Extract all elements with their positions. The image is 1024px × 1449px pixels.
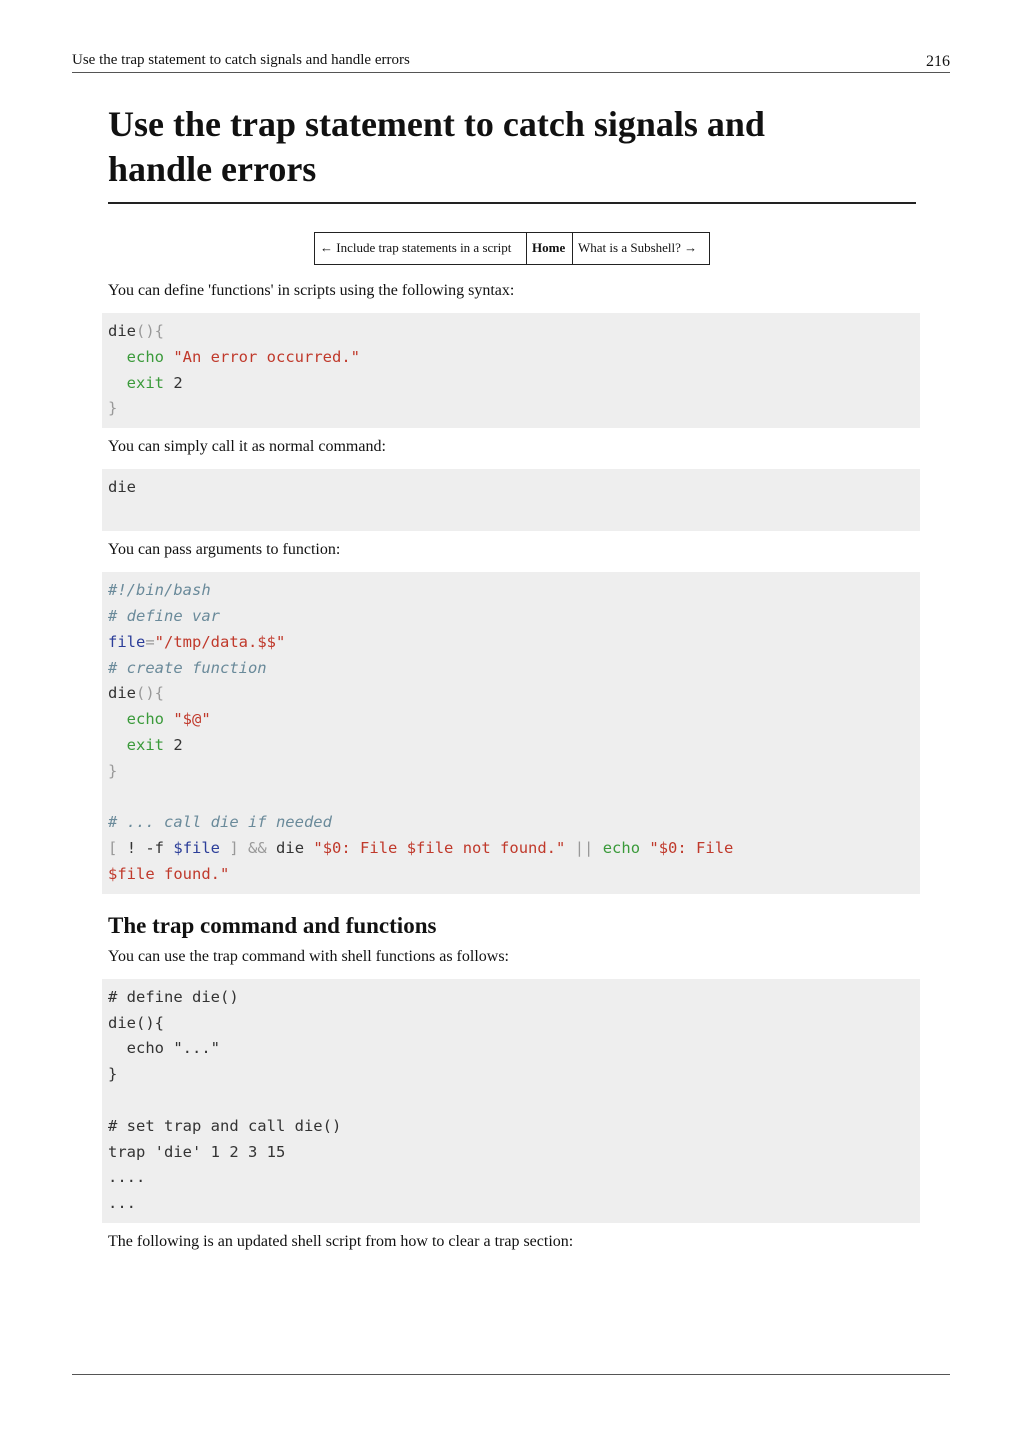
code-token: file [108,632,146,651]
paragraph-define-functions: You can define 'functions' in scripts using the following syntax: [108,282,515,299]
running-header-title: Use the trap statement to catch signals and handle errors [72,52,410,68]
page-title [108,102,916,204]
nav-home-link[interactable]: Home [527,233,573,265]
code-token: ! -f [126,839,165,858]
code-token: (){ [136,684,164,703]
code-token: } [108,399,118,418]
code-token: "$0: File $file not found." [313,839,566,858]
running-header [72,50,950,73]
code-block-die-function [102,313,920,428]
code-token: #!/bin/bash [108,581,211,600]
code-token: echo [126,347,164,366]
code-block-arguments [102,572,920,894]
page-content [108,102,920,1252]
paragraph-pass-arguments: You can pass arguments to function: [108,541,341,559]
paragraph-updated-script: The following is an updated shell script from how to clear a trap section: [108,1232,574,1250]
code-token: echo [602,839,641,858]
code-token: # define var [108,606,220,625]
code-token: die(){ [108,1013,164,1032]
code-token: die [276,839,305,858]
code-token: (){ [136,322,164,340]
code-token: "/tmp/data.$$" [154,632,286,651]
code-token: 2 [173,373,183,392]
code-token: # set trap and call die() [108,1116,342,1135]
code-token: echo "..." [108,1039,220,1058]
paragraph-call-command: You can simply call it as normal command: [108,438,386,456]
code-token: exit [126,373,164,392]
page-title-line-1: Use the trap statement to catch signals and [108,104,765,144]
code-token: [ [108,839,118,858]
code-token: $file found." [108,864,230,883]
code-block-trap-die [102,979,920,1223]
footer-rule [72,1374,950,1375]
code-token: } [108,1065,118,1084]
code-token: exit [126,735,164,754]
nav-prev-link[interactable]: ← Include trap statements in a script [315,233,527,265]
code-token: } [108,761,118,780]
code-block-call-die [102,469,920,531]
code-token: ... [108,1194,136,1213]
code-token: die [108,322,136,340]
page-title-line-2: handle errors [108,149,317,189]
code-token: # ... call die if needed [108,813,332,832]
page-number: 216 [926,53,950,70]
code-token: "$@" [173,710,211,729]
code-token: die [108,684,136,703]
code-token: trap 'die' 1 2 3 15 [108,1142,286,1161]
nav-next-link[interactable]: What is a Subshell? → [573,233,710,265]
code-token: 2 [173,735,183,754]
code-token: ] && [229,839,267,858]
code-token: die [108,478,136,497]
code-token: "An error occurred." [173,347,360,366]
code-token: || [574,839,594,858]
code-token: echo [126,710,164,729]
code-token: = [145,632,155,651]
paragraph-trap-with-functions: You can use the trap command with shell functions as follows: [108,947,509,965]
code-token: $file [173,839,221,858]
section-heading-trap-functions: The trap command and functions [108,912,437,938]
code-token: # define die() [108,987,239,1006]
code-token: .... [108,1168,146,1187]
code-token: "$0: File [649,839,734,858]
navigation-table [314,232,710,265]
code-token: # create function [108,658,267,677]
